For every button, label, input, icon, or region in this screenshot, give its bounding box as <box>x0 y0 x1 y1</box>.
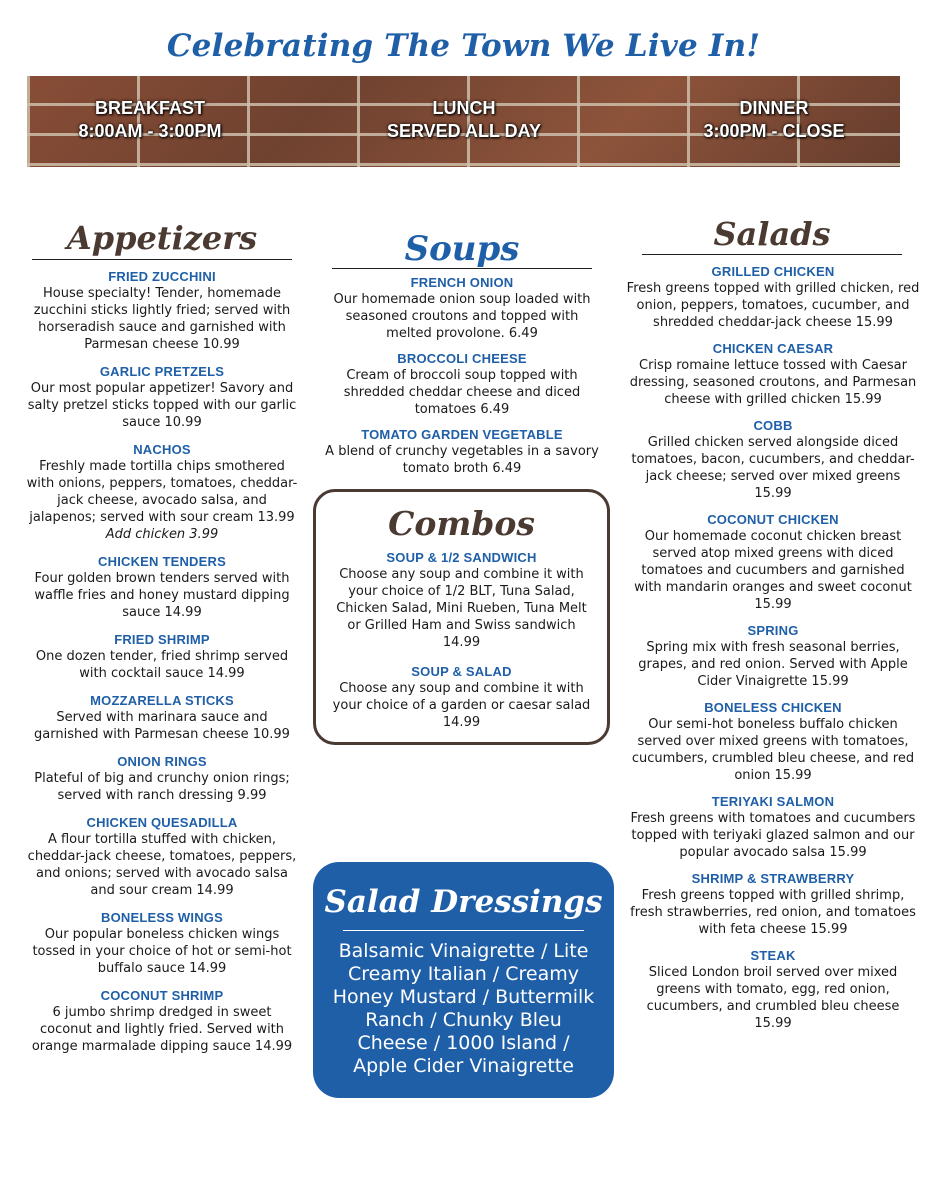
appetizers-item-description: A flour tortilla stuffed with chicken, cheddar-jack cheese, tomatoes, peppers, and onions; served with avocado salsa and sour cream 14.99 <box>27 832 297 898</box>
salad-dressings-box <box>313 862 614 1098</box>
hours-lunch <box>324 97 604 143</box>
appetizers-item <box>26 753 298 804</box>
appetizers-item-name: NACHOS <box>133 442 191 457</box>
salad-dressings-title: Salad Dressings <box>324 884 603 920</box>
salads-item-description: Our semi-hot boneless buffalo chicken served over mixed greens with tomatoes, cucumbers, crumbled bleu cheese, and red onion 15.99 <box>631 717 915 783</box>
appetizers-item-name: FRIED SHRIMP <box>114 632 210 647</box>
appetizers-item-extra: Add chicken 3.99 <box>105 527 219 542</box>
hours-dinner-label: DINNER <box>739 98 809 118</box>
salads-item-description: Fresh greens topped with grilled chicken, red onion, peppers, tomatoes, cucumber, and shredded cheddar-jack cheese 15.99 <box>626 281 920 330</box>
appetizers-item <box>26 909 298 977</box>
appetizers-item <box>26 363 298 431</box>
hours-lunch-time: SERVED ALL DAY <box>386 121 542 141</box>
salads-item <box>626 870 920 938</box>
salads-item-name: TERIYAKI SALMON <box>711 794 835 809</box>
salads-rule <box>642 254 902 255</box>
soups-item <box>322 274 602 342</box>
soups-item <box>322 426 602 477</box>
appetizers-title: Appetizers <box>66 219 258 257</box>
hours-breakfast-label: BREAKFAST <box>94 98 205 118</box>
salads-title: Salads <box>713 215 831 253</box>
hours-breakfast <box>10 97 290 143</box>
appetizers-item-name: CHICKEN TENDERS <box>98 554 226 569</box>
appetizers-item-description: 6 jumbo shrimp dredged in sweet coconut and lightly fried. Served with orange marmalade dipping sauce 14.99 <box>31 1005 293 1054</box>
appetizers-item-name: MOZZARELLA STICKS <box>90 693 234 708</box>
appetizers-item-description: Plateful of big and crunchy onion rings; served with ranch dressing 9.99 <box>34 771 290 803</box>
combos-item <box>330 549 593 651</box>
salads-item <box>626 340 920 408</box>
soups-item-description: A blend of crunchy vegetables in a savory tomato broth 6.49 <box>325 444 599 476</box>
combos-list <box>330 549 593 743</box>
salads-item <box>626 511 920 613</box>
soups-item <box>322 350 602 418</box>
appetizers-item-description: Served with marinara sauce and garnished with Parmesan cheese 10.99 <box>34 710 290 742</box>
salads-item-description: Our homemade coconut chicken breast served atop mixed greens with diced tomatoes and cucumbers and garnished with mandarin oranges and sweet coconut 15.99 <box>634 529 912 612</box>
salads-item-description: Crisp romaine lettuce tossed with Caesar dressing, seasoned croutons, and Parmesan cheese with grilled chicken 15.99 <box>629 358 917 407</box>
soups-item-name: BROCCOLI CHEESE <box>397 351 527 366</box>
appetizers-item-name: COCONUT SHRIMP <box>100 988 224 1003</box>
appetizers-item-name: FRIED ZUCCHINI <box>108 269 216 284</box>
appetizers-item <box>26 987 298 1055</box>
salads-item-description: Sliced London broil served over mixed greens with tomato, egg, red onion, cucumbers, and crumbled bleu cheese 15.99 <box>646 965 900 1031</box>
appetizers-item-description: Four golden brown tenders served with waffle fries and honey mustard dipping sauce 14.99 <box>34 571 290 620</box>
appetizers-item-name: ONION RINGS <box>117 754 207 769</box>
salads-item <box>626 793 920 861</box>
soups-item-name: TOMATO GARDEN VEGETABLE <box>361 427 563 442</box>
salads-item-name: GRILLED CHICKEN <box>711 264 835 279</box>
appetizers-item <box>26 692 298 743</box>
appetizers-item-description: Freshly made tortilla chips smothered with onions, peppers, tomatoes, cheddar-jack cheese, avocado salsa, and jalapenos; served with sour cream 13.99 <box>26 459 298 525</box>
appetizers-list <box>26 268 298 1065</box>
page-tagline: Celebrating The Town We Live In! <box>166 28 761 64</box>
hours-dinner-time: 3:00PM - CLOSE <box>703 121 845 141</box>
salad-dressings-rule <box>343 930 584 931</box>
hours-dinner <box>634 97 914 143</box>
salads-item-description: Spring mix with fresh seasonal berries, grapes, and red onion. Served with Apple Cider Vinaigrette 15.99 <box>638 640 908 689</box>
salads-item-description: Fresh greens with tomatoes and cucumbers topped with teriyaki glazed salmon and our popular avocado salsa 15.99 <box>630 811 916 860</box>
salads-item-name: SHRIMP & STRAWBERRY <box>691 871 855 886</box>
soups-item-description: Cream of broccoli soup topped with shredded cheddar cheese and diced tomatoes 6.49 <box>343 368 581 417</box>
appetizers-item-description: House specialty! Tender, homemade zucchini sticks lightly fried; served with horseradish sauce and garnished with Parmesan cheese 10.99 <box>33 286 291 352</box>
combos-item-description: Choose any soup and combine it with your choice of a garden or caesar salad 14.99 <box>332 681 591 730</box>
salad-dressings-list: Balsamic Vinaigrette / Lite Creamy Italian / Creamy Honey Mustard / Buttermilk Ranch / Chunky Bleu Cheese / 1000 Island / Apple Cider Vinaigrette <box>332 940 595 1077</box>
appetizers-item <box>26 268 298 353</box>
salads-item-name: COCONUT CHICKEN <box>707 512 839 527</box>
combos-item-name: SOUP & SALAD <box>411 664 512 679</box>
appetizers-item-description: Our popular boneless chicken wings tossed in your choice of hot or semi-hot buffalo sauce 14.99 <box>32 927 292 976</box>
appetizers-rule <box>32 259 292 260</box>
appetizers-item-description: Our most popular appetizer! Savory and salty pretzel sticks topped with our garlic sauce 10.99 <box>27 381 297 430</box>
appetizers-item <box>26 814 298 899</box>
combos-item-description: Choose any soup and combine it with your choice of 1/2 BLT, Tuna Salad, Chicken Salad, Mini Rueben, Tuna Melt or Grilled Ham and Swiss sandwich 14.99 <box>336 567 587 650</box>
appetizers-item <box>26 631 298 682</box>
combos-item-name: SOUP & 1/2 SANDWICH <box>386 550 537 565</box>
salads-item <box>626 699 920 784</box>
salads-item <box>626 263 920 331</box>
soups-rule <box>332 268 592 269</box>
soups-item-description: Our homemade onion soup loaded with seasoned croutons and topped with melted provolone. 6.49 <box>333 292 591 341</box>
soups-list <box>322 274 602 485</box>
appetizers-item-name: BONELESS WINGS <box>101 910 223 925</box>
appetizers-item-name: GARLIC PRETZELS <box>99 364 225 379</box>
salads-list <box>626 263 920 1041</box>
salads-item-name: COBB <box>753 418 793 433</box>
combos-title: Combos <box>388 504 535 543</box>
salads-item <box>626 417 920 502</box>
hours-lunch-label: LUNCH <box>432 98 496 118</box>
soups-item-name: FRENCH ONION <box>410 275 514 290</box>
salads-item-description: Grilled chicken served alongside diced tomatoes, bacon, cucumbers, and cheddar-jack cheese; served over mixed greens 15.99 <box>631 435 915 501</box>
soups-title: Soups <box>404 229 520 269</box>
salads-item-name: STEAK <box>750 948 796 963</box>
salads-item <box>626 947 920 1032</box>
hours-breakfast-time: 8:00AM - 3:00PM <box>78 121 222 141</box>
salads-item-description: Fresh greens topped with grilled shrimp, fresh strawberries, red onion, and tomatoes with feta cheese 15.99 <box>630 888 916 937</box>
salads-item-name: BONELESS CHICKEN <box>704 700 842 715</box>
salads-item <box>626 622 920 690</box>
appetizers-item <box>26 553 298 621</box>
appetizers-item-description: One dozen tender, fried shrimp served with cocktail sauce 14.99 <box>35 649 289 681</box>
salads-item-name: CHICKEN CAESAR <box>712 341 834 356</box>
salads-item-name: SPRING <box>747 623 799 638</box>
combos-item <box>330 663 593 731</box>
appetizers-item <box>26 441 298 543</box>
appetizers-item-name: CHICKEN QUESADILLA <box>86 815 238 830</box>
